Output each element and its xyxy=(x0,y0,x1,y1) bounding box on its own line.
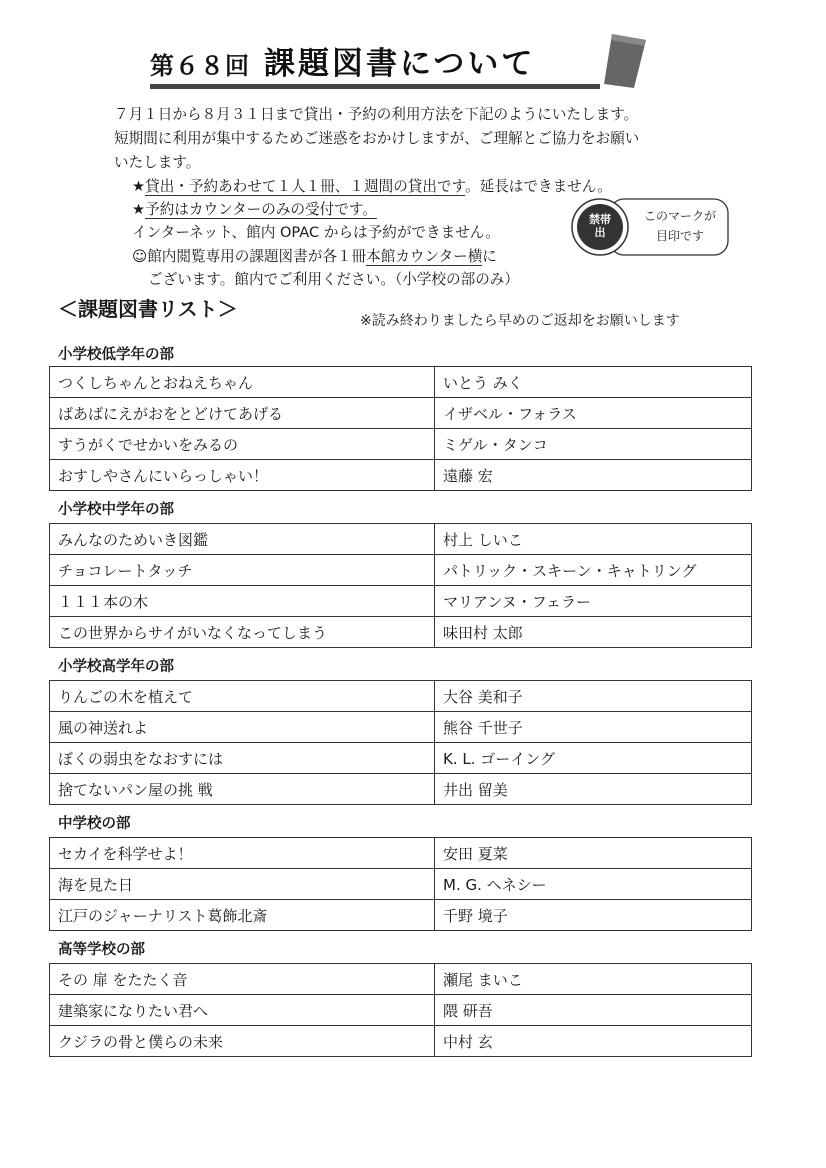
book-table xyxy=(49,523,752,648)
book-title: １１１本の木 xyxy=(50,586,435,617)
section-title: 中学校の部 xyxy=(58,816,131,832)
book-author: 遠藤 宏 xyxy=(435,460,752,491)
notice-text: 。延長はできません。 xyxy=(465,178,612,195)
title-underline xyxy=(150,84,600,89)
book-title: すうがくでせかいをみるの xyxy=(50,429,435,460)
mark-callout xyxy=(566,197,730,257)
book-title: セカイを科学せよ！ xyxy=(50,838,435,869)
section-title: 高等学校の部 xyxy=(58,942,145,958)
table-row xyxy=(50,586,752,617)
book-title: クジラの骨と僕らの未来 xyxy=(50,1026,435,1057)
intro-text xyxy=(114,103,754,175)
notice-reading-only xyxy=(132,246,497,268)
table-row xyxy=(50,995,752,1026)
book-title: ばあばにえがおをとどけてあげる xyxy=(50,398,435,429)
notice-reading-only-2 xyxy=(148,269,519,291)
title-main: 課題図書について xyxy=(264,46,536,82)
intro-line: 短期間に利用が集中するためご迷惑をおかけしますが、ご理解とご協力をお願い xyxy=(114,130,640,147)
callout-line: このマークが xyxy=(643,209,716,223)
book-table xyxy=(49,837,752,931)
section-title: 小学校高学年の部 xyxy=(58,659,174,675)
table-row xyxy=(50,398,752,429)
table-row xyxy=(50,429,752,460)
book-title: りんごの木を植えて xyxy=(50,681,435,712)
table-row xyxy=(50,460,752,491)
intro-line: いたします。 xyxy=(114,154,201,171)
book-author: 井出 留美 xyxy=(435,774,752,805)
book-title: 建築家になりたい君へ xyxy=(50,995,435,1026)
book-author: 味田村 太郎 xyxy=(435,617,752,648)
book-author: 隈 研吾 xyxy=(435,995,752,1026)
star-icon: ★ xyxy=(132,178,146,195)
page-title xyxy=(150,30,630,92)
book-author: K. L. ゴーイング xyxy=(435,743,752,774)
callout-line: 目印です xyxy=(655,229,704,243)
book-table xyxy=(49,366,752,491)
notice-text: ございます。館内でご利用ください。（小学校の部のみ） xyxy=(148,271,519,288)
table-row xyxy=(50,524,752,555)
notice-underlined: 貸出・予約あわせて１人１冊、１週間の貸出です xyxy=(145,178,465,195)
table-row xyxy=(50,838,752,869)
book-title: この世界からサイがいなくなってしまう xyxy=(50,617,435,648)
seal-icon: 禁帯出 xyxy=(589,213,611,239)
notice-reservation xyxy=(132,199,377,221)
book-author: マリアンヌ・フェラー xyxy=(435,586,752,617)
table-row xyxy=(50,555,752,586)
book-author: いとう みく xyxy=(435,367,752,398)
list-title: ＜課題図書リスト＞ xyxy=(58,297,238,321)
star-icon: ★ xyxy=(132,201,146,218)
notice-text: インターネット、館内 OPAC からは予約ができません。 xyxy=(132,224,500,241)
table-row xyxy=(50,743,752,774)
book-author: パトリック・スキーン・キャトリング xyxy=(435,555,752,586)
book-author: 瀬尾 まいこ xyxy=(435,964,752,995)
notice-lending xyxy=(132,176,612,198)
book-title: その 扉 をたたく音 xyxy=(50,964,435,995)
table-row xyxy=(50,1026,752,1057)
section-title: 小学校低学年の部 xyxy=(58,347,174,363)
notice-text: ☺館内閲覧専用の課題図書が各１冊 xyxy=(132,248,367,265)
table-row xyxy=(50,712,752,743)
book-title: 江戸のジャーナリスト葛飾北斎 xyxy=(50,900,435,931)
book-title: チョコレートタッチ xyxy=(50,555,435,586)
notice-opac xyxy=(132,222,500,244)
table-row xyxy=(50,681,752,712)
callout-text xyxy=(630,206,730,246)
intro-line: ７月１日から８月３１日まで貸出・予約の利用方法を下記のようにいたします。 xyxy=(114,106,639,123)
table-row xyxy=(50,617,752,648)
book-table xyxy=(49,963,752,1057)
book-title: つくしちゃんとおねえちゃん xyxy=(50,367,435,398)
table-row xyxy=(50,869,752,900)
table-row xyxy=(50,900,752,931)
book-table xyxy=(49,680,752,805)
book-author: 中村 玄 xyxy=(435,1026,752,1057)
table-row xyxy=(50,964,752,995)
notice-underlined: 本館カウンター横 xyxy=(366,248,483,265)
notice-text: に xyxy=(482,248,497,265)
book-title: みんなのためいき図鑑 xyxy=(50,524,435,555)
table-row xyxy=(50,367,752,398)
book-title: 風の神送れよ xyxy=(50,712,435,743)
book-author: ミゲル・タンコ xyxy=(435,429,752,460)
title-number: 第６８回 xyxy=(150,52,250,80)
book-author: イザベル・フォラス xyxy=(435,398,752,429)
notice-underlined: 予約はカウンターのみの受付です。 xyxy=(145,201,377,218)
book-title: おすしやさんにいらっしゃい！ xyxy=(50,460,435,491)
book-author: 千野 境子 xyxy=(435,900,752,931)
book-author: 大谷 美和子 xyxy=(435,681,752,712)
book-title: 海を見た日 xyxy=(50,869,435,900)
table-row xyxy=(50,774,752,805)
pencil-icon xyxy=(590,30,650,92)
return-note: ※読み終わりましたら早めのご返却をお願いします xyxy=(360,313,680,329)
book-title: ぼくの弱虫をなおすには xyxy=(50,743,435,774)
book-author: 熊谷 千世子 xyxy=(435,712,752,743)
book-author: 安田 夏菜 xyxy=(435,838,752,869)
book-title: 捨てないパン屋の挑 戦 xyxy=(50,774,435,805)
section-title: 小学校中学年の部 xyxy=(58,502,174,518)
book-author: M. G. ヘネシー xyxy=(435,869,752,900)
book-author: 村上 しいこ xyxy=(435,524,752,555)
